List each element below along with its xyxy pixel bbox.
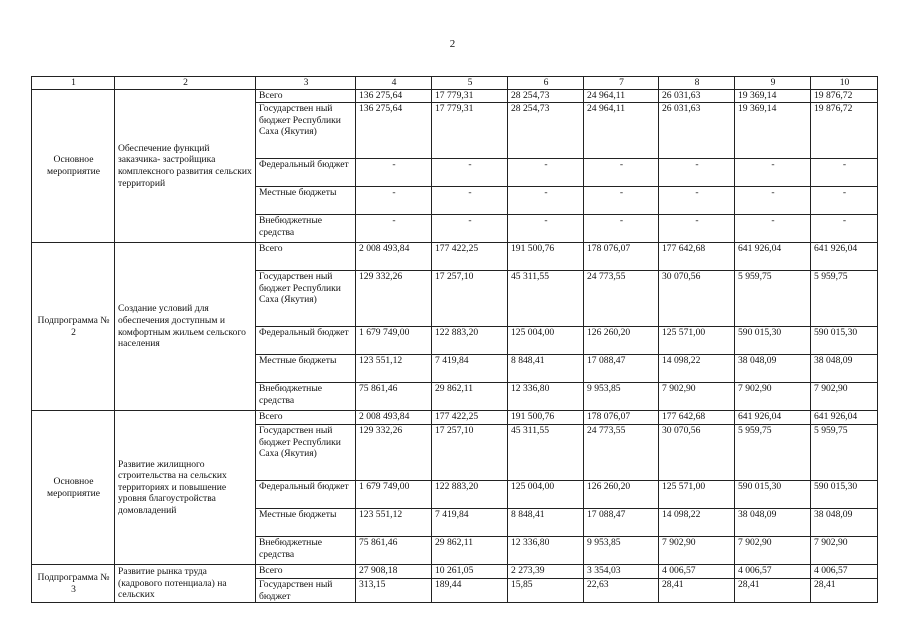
value-cell: - (811, 187, 878, 215)
value-cell: 590 015,30 (811, 327, 878, 355)
value-cell: 129 332,26 (356, 271, 432, 327)
value-cell: 1 679 749,00 (356, 481, 432, 509)
row-group-label: Основное мероприятие (32, 411, 115, 565)
funding-source: Внебюджетные средства (256, 537, 356, 565)
value-cell: 2 008 493,84 (356, 243, 432, 271)
funding-source: Местные бюджеты (256, 355, 356, 383)
value-cell: 24 964,11 (584, 103, 659, 159)
value-cell: - (508, 215, 584, 243)
value-cell: - (584, 187, 659, 215)
value-cell: 28,41 (659, 579, 735, 603)
value-cell: 8 848,41 (508, 355, 584, 383)
funding-source: Государствен ный бюджет Республики Саха (Якутия) (256, 103, 356, 159)
funding-source: Всего (256, 411, 356, 425)
value-cell: 313,15 (356, 579, 432, 603)
value-cell: 4 006,57 (735, 565, 811, 579)
value-cell: - (432, 215, 508, 243)
value-cell: 178 076,07 (584, 243, 659, 271)
table-row (32, 243, 878, 271)
value-cell: 8 848,41 (508, 509, 584, 537)
value-cell: 12 336,80 (508, 383, 584, 411)
funding-source: Местные бюджеты (256, 509, 356, 537)
value-cell: 10 261,05 (432, 565, 508, 579)
activity-description: Создание условий для обеспечения доступным и комфортным жильем сельского населения (115, 243, 256, 411)
value-cell: 177 422,25 (432, 243, 508, 271)
value-cell: - (659, 187, 735, 215)
value-cell: 17 257,10 (432, 271, 508, 327)
value-cell: 123 551,12 (356, 509, 432, 537)
value-cell: 177 642,68 (659, 411, 735, 425)
value-cell: 7 902,90 (811, 383, 878, 411)
funding-source: Государствен ный бюджет Республики Саха (Якутия) (256, 271, 356, 327)
value-cell: 177 642,68 (659, 243, 735, 271)
column-header: 5 (432, 77, 508, 90)
value-cell: 28 254,73 (508, 90, 584, 103)
value-cell: 28 254,73 (508, 103, 584, 159)
value-cell: 27 908,18 (356, 565, 432, 579)
value-cell: 641 926,04 (811, 243, 878, 271)
value-cell: 30 070,56 (659, 271, 735, 327)
value-cell: 45 311,55 (508, 271, 584, 327)
table-row (32, 565, 878, 579)
value-cell: 126 260,20 (584, 481, 659, 509)
value-cell: 9 953,85 (584, 383, 659, 411)
funding-source: Всего (256, 90, 356, 103)
value-cell: - (508, 159, 584, 187)
value-cell: 7 902,90 (659, 383, 735, 411)
value-cell: 191 500,76 (508, 411, 584, 425)
value-cell: 38 048,09 (811, 355, 878, 383)
table-header-row (32, 77, 878, 90)
column-header: 9 (735, 77, 811, 90)
value-cell: 19 876,72 (811, 90, 878, 103)
value-cell: 29 862,11 (432, 383, 508, 411)
value-cell: - (659, 159, 735, 187)
value-cell: - (356, 159, 432, 187)
value-cell: 75 861,46 (356, 537, 432, 565)
value-cell: 7 902,90 (735, 537, 811, 565)
funding-source: Федеральный бюджет (256, 159, 356, 187)
value-cell: 5 959,75 (735, 271, 811, 327)
value-cell: 38 048,09 (735, 355, 811, 383)
value-cell: 125 571,00 (659, 327, 735, 355)
value-cell: 7 419,84 (432, 509, 508, 537)
value-cell: 125 004,00 (508, 481, 584, 509)
value-cell: 641 926,04 (735, 243, 811, 271)
value-cell: 122 883,20 (432, 327, 508, 355)
value-cell: 5 959,75 (811, 271, 878, 327)
value-cell: 191 500,76 (508, 243, 584, 271)
value-cell: 19 369,14 (735, 103, 811, 159)
column-header: 6 (508, 77, 584, 90)
activity-description: Обеспечение функций заказчика- застройщика комплексного развития сельских территорий (115, 90, 256, 243)
value-cell: - (811, 159, 878, 187)
value-cell: 7 902,90 (735, 383, 811, 411)
value-cell: 7 419,84 (432, 355, 508, 383)
value-cell: - (735, 215, 811, 243)
value-cell: 17 779,31 (432, 103, 508, 159)
funding-source: Государствен ный бюджет Республики Саха (Якутия) (256, 425, 356, 481)
value-cell: 125 004,00 (508, 327, 584, 355)
value-cell: 17 257,10 (432, 425, 508, 481)
table-row (32, 90, 878, 103)
funding-source: Всего (256, 243, 356, 271)
value-cell: 136 275,64 (356, 90, 432, 103)
value-cell: 178 076,07 (584, 411, 659, 425)
value-cell: 45 311,55 (508, 425, 584, 481)
value-cell: 28,41 (735, 579, 811, 603)
value-cell: 129 332,26 (356, 425, 432, 481)
value-cell: 7 902,90 (659, 537, 735, 565)
value-cell: 136 275,64 (356, 103, 432, 159)
value-cell: 14 098,22 (659, 355, 735, 383)
value-cell: 12 336,80 (508, 537, 584, 565)
value-cell: 26 031,63 (659, 90, 735, 103)
value-cell: 5 959,75 (811, 425, 878, 481)
value-cell: 125 571,00 (659, 481, 735, 509)
value-cell: - (356, 215, 432, 243)
value-cell: 177 422,25 (432, 411, 508, 425)
value-cell: 7 902,90 (811, 537, 878, 565)
value-cell: - (811, 215, 878, 243)
funding-source: Государствен ный бюджет (256, 579, 356, 603)
value-cell: 24 964,11 (584, 90, 659, 103)
value-cell: 26 031,63 (659, 103, 735, 159)
funding-source: Внебюджетные средства (256, 215, 356, 243)
column-header: 10 (811, 77, 878, 90)
value-cell: 4 006,57 (659, 565, 735, 579)
funding-source: Федеральный бюджет (256, 327, 356, 355)
value-cell: 2 008 493,84 (356, 411, 432, 425)
value-cell: 24 773,55 (584, 271, 659, 327)
funding-source: Местные бюджеты (256, 187, 356, 215)
value-cell: 3 354,03 (584, 565, 659, 579)
value-cell: 5 959,75 (735, 425, 811, 481)
row-group-label: Основное мероприятие (32, 90, 115, 243)
value-cell: 4 006,57 (811, 565, 878, 579)
value-cell: - (432, 159, 508, 187)
table-row (32, 411, 878, 425)
value-cell: 17 088,47 (584, 509, 659, 537)
value-cell: 9 953,85 (584, 537, 659, 565)
column-header: 2 (115, 77, 256, 90)
row-group-label: Подпрограмма № 3 (32, 565, 115, 603)
value-cell: 126 260,20 (584, 327, 659, 355)
value-cell: 14 098,22 (659, 509, 735, 537)
value-cell: 123 551,12 (356, 355, 432, 383)
value-cell: 38 048,09 (735, 509, 811, 537)
value-cell: 17 088,47 (584, 355, 659, 383)
value-cell: 24 773,55 (584, 425, 659, 481)
row-group-label: Подпрограмма № 2 (32, 243, 115, 411)
value-cell: - (584, 159, 659, 187)
value-cell: 19 369,14 (735, 90, 811, 103)
value-cell: 15,85 (508, 579, 584, 603)
budget-table (31, 76, 878, 603)
value-cell: 590 015,30 (735, 327, 811, 355)
value-cell: 641 926,04 (811, 411, 878, 425)
value-cell: 122 883,20 (432, 481, 508, 509)
funding-source: Всего (256, 565, 356, 579)
value-cell: - (432, 187, 508, 215)
value-cell: 2 273,39 (508, 565, 584, 579)
value-cell: 30 070,56 (659, 425, 735, 481)
column-header: 8 (659, 77, 735, 90)
value-cell: 38 048,09 (811, 509, 878, 537)
value-cell: - (356, 187, 432, 215)
value-cell: 19 876,72 (811, 103, 878, 159)
activity-description: Развитие рынка труда (кадрового потенциала) на сельских (115, 565, 256, 603)
value-cell: 1 679 749,00 (356, 327, 432, 355)
value-cell: 28,41 (811, 579, 878, 603)
column-header: 3 (256, 77, 356, 90)
column-header: 1 (32, 77, 115, 90)
value-cell: 641 926,04 (735, 411, 811, 425)
page-number: 2 (449, 38, 456, 50)
value-cell: - (584, 215, 659, 243)
value-cell: 17 779,31 (432, 90, 508, 103)
value-cell: - (508, 187, 584, 215)
column-header: 7 (584, 77, 659, 90)
value-cell: 590 015,30 (735, 481, 811, 509)
value-cell: - (735, 187, 811, 215)
value-cell: - (735, 159, 811, 187)
value-cell: 189,44 (432, 579, 508, 603)
activity-description: Развитие жилищного строительства на сельских территориях и повышение уровня благоустройства домовладений (115, 411, 256, 565)
value-cell: 75 861,46 (356, 383, 432, 411)
column-header: 4 (356, 77, 432, 90)
value-cell: 29 862,11 (432, 537, 508, 565)
value-cell: 22,63 (584, 579, 659, 603)
value-cell: - (659, 215, 735, 243)
funding-source: Федеральный бюджет (256, 481, 356, 509)
funding-source: Внебюджетные средства (256, 383, 356, 411)
value-cell: 590 015,30 (811, 481, 878, 509)
